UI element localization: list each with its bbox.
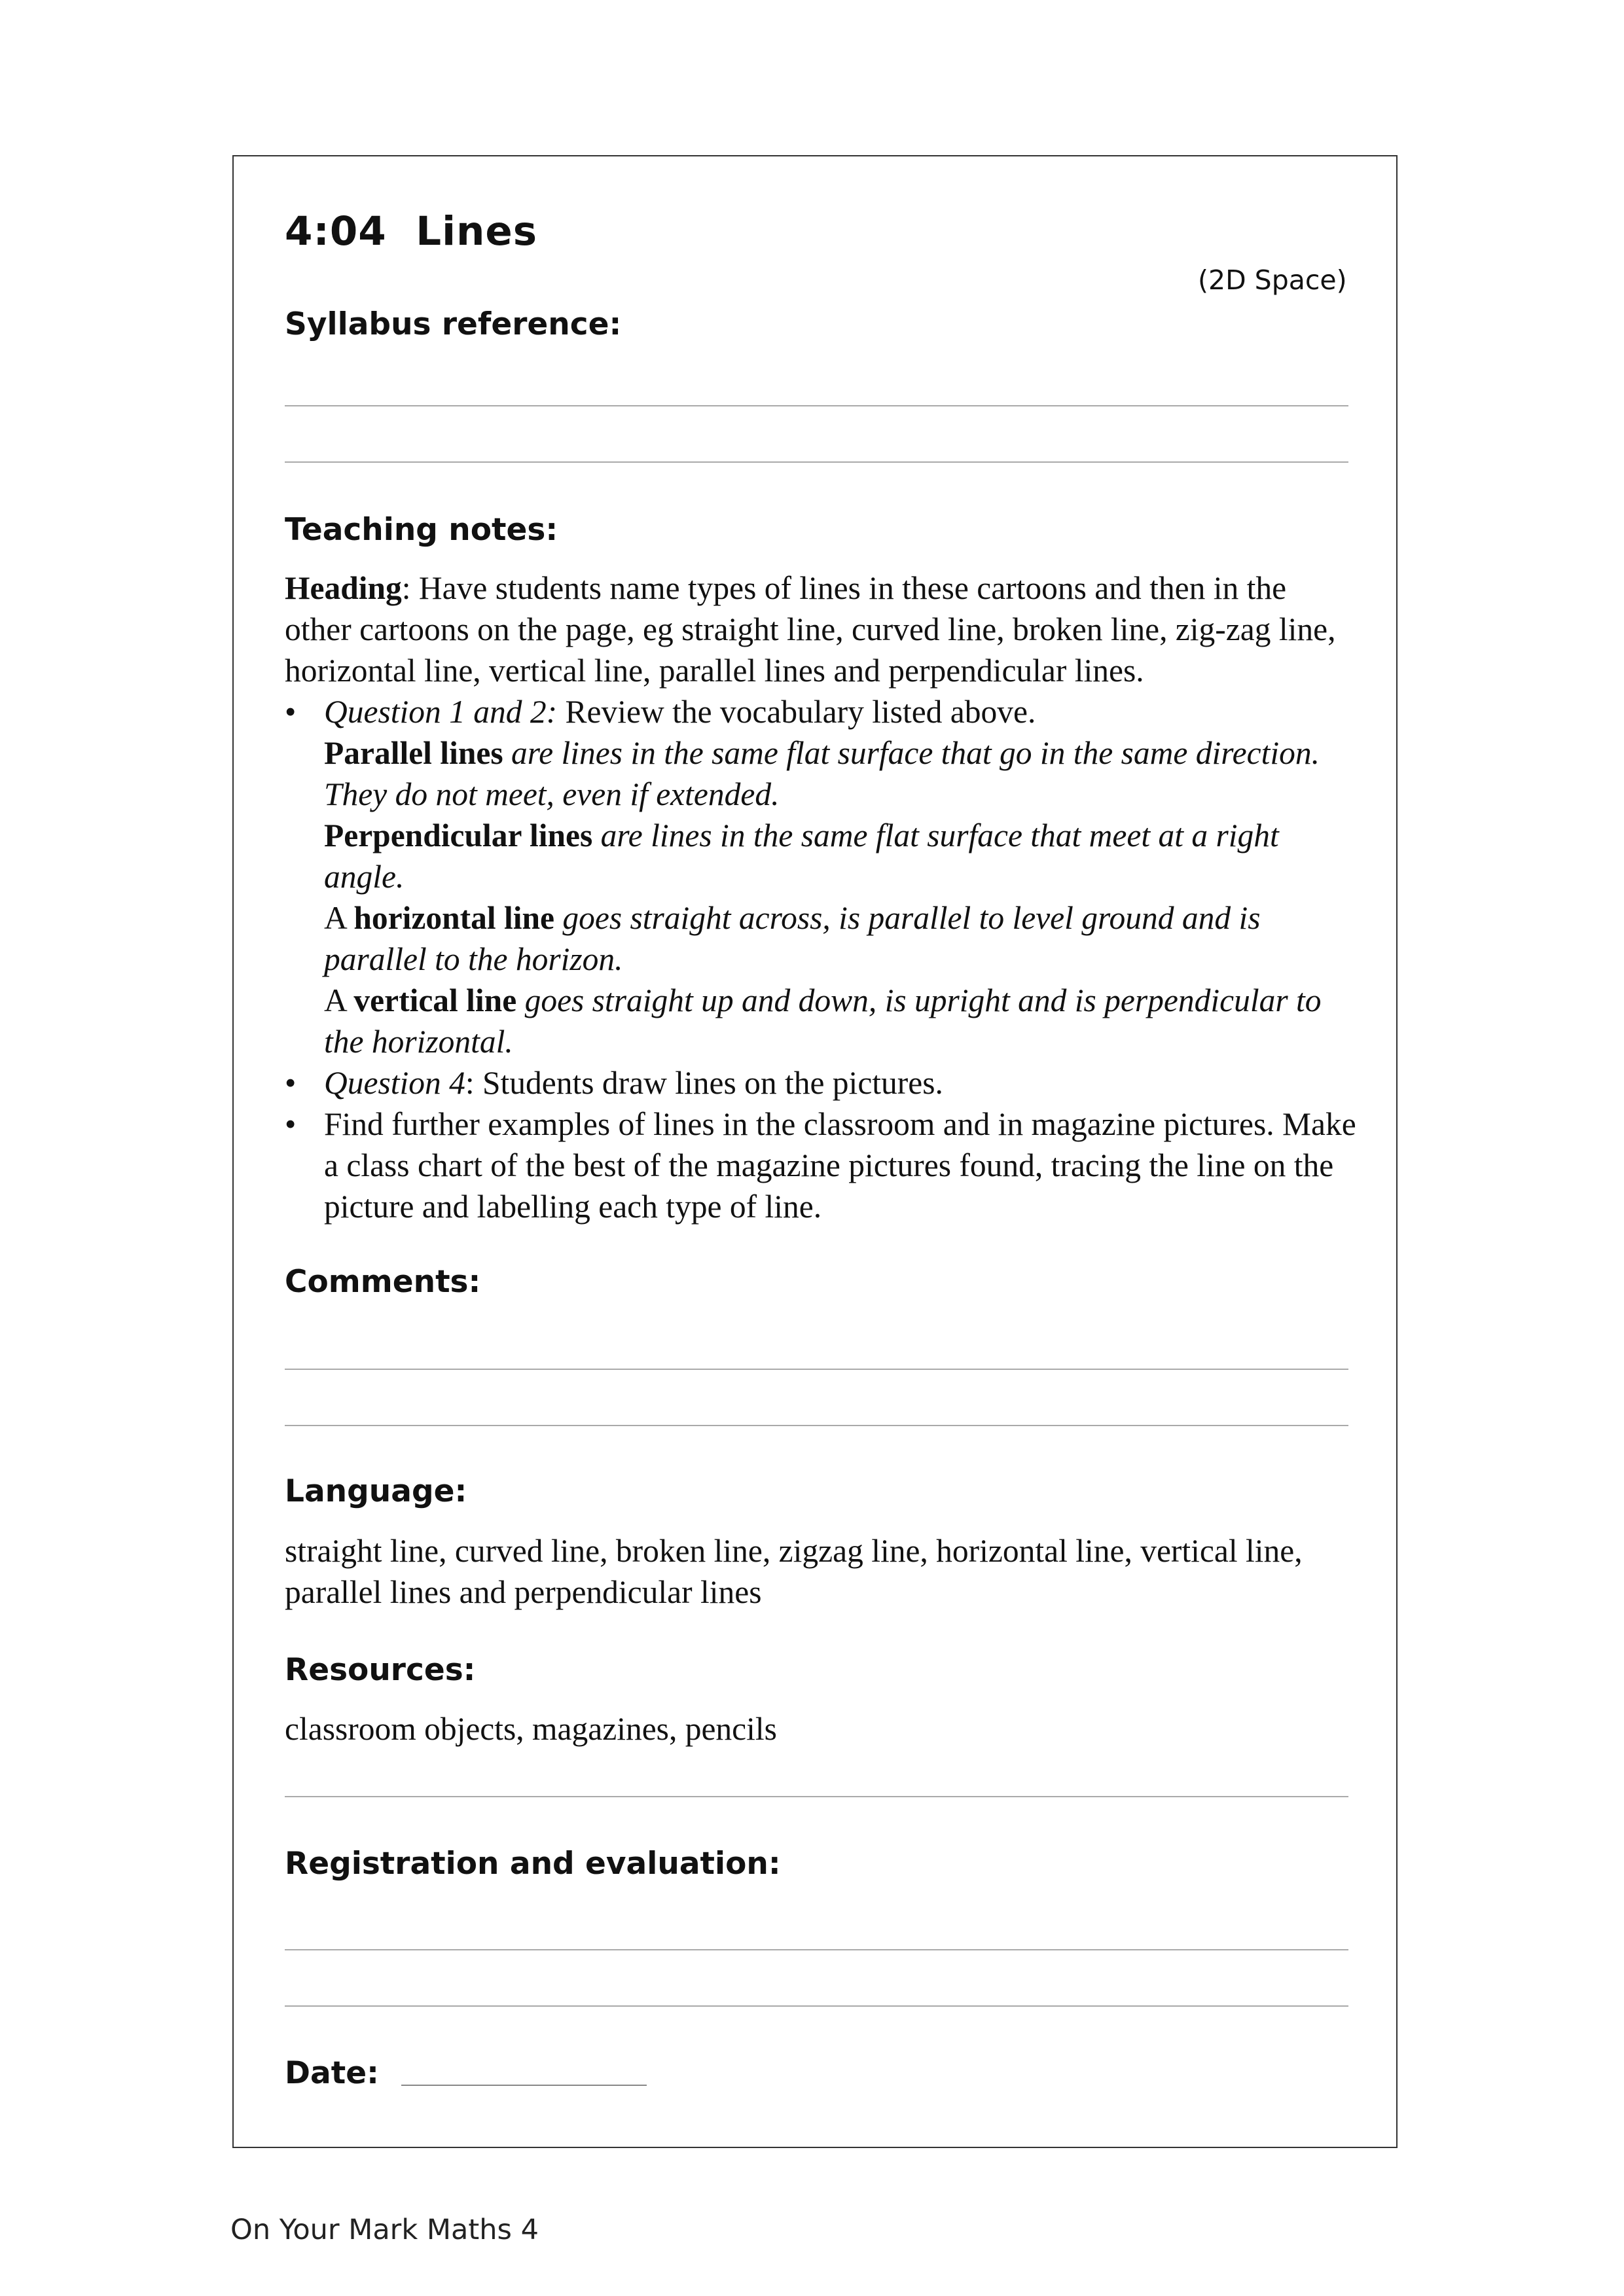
further-examples-text: Find further examples of lines in the classroom and in magazine pictures. Make a class chart of the best of the magazine pictures found, tracing the line on the picture and labelling each type of line. bbox=[324, 1106, 1356, 1225]
parallel-definition bbox=[324, 732, 1362, 815]
resources-line bbox=[285, 1796, 1348, 1797]
resources-heading: Resources: bbox=[285, 1652, 476, 1688]
registration-line-1 bbox=[285, 1949, 1348, 1950]
syllabus-line-2 bbox=[285, 461, 1348, 463]
bullet-dot: • bbox=[285, 1106, 297, 1142]
comments-line-1 bbox=[285, 1369, 1348, 1370]
question-1-2-text: Review the vocabulary listed above. bbox=[557, 694, 1036, 730]
vertical-article: A bbox=[324, 982, 354, 1018]
comments-line-2 bbox=[285, 1425, 1348, 1426]
parallel-term: Parallel lines bbox=[324, 735, 503, 771]
comments-heading: Comments: bbox=[285, 1264, 481, 1300]
perpendicular-def-text: are lines in the same flat surface that meet at a right angle. bbox=[324, 817, 1279, 895]
horizontal-def-text: goes straight across, is parallel to level ground and is parallel to the horizon. bbox=[324, 900, 1261, 977]
question-4-text: : Students draw lines on the pictures. bbox=[465, 1065, 943, 1101]
vertical-definition bbox=[324, 980, 1362, 1062]
vertical-def-text: goes straight up and down, is upright and is perpendicular to the horizontal. bbox=[324, 982, 1322, 1060]
horizontal-term: horizontal line bbox=[353, 900, 555, 936]
page-title: 4:04 Lines bbox=[285, 208, 538, 255]
heading-note-text: : Have students name types of lines in these cartoons and then in the other cartoons on the page, eg straight line, curved line, broken line, zig-zag line, horizontal line, vertical line, parallel lines and perpendicular lines. bbox=[285, 570, 1336, 689]
heading-note-label: Heading bbox=[285, 570, 402, 606]
language-heading: Language: bbox=[285, 1473, 467, 1509]
question-4-label: Question 4 bbox=[324, 1065, 465, 1101]
horizontal-article: A bbox=[324, 900, 354, 936]
registration-heading: Registration and evaluation: bbox=[285, 1846, 781, 1882]
date-label: Date: bbox=[285, 2055, 379, 2091]
teaching-notes-heading: Teaching notes: bbox=[285, 512, 558, 548]
subject-label: (2D Space) bbox=[1198, 264, 1347, 296]
horizontal-definition bbox=[324, 897, 1362, 980]
bullet-dot: • bbox=[285, 1065, 297, 1101]
vertical-term: vertical line bbox=[353, 982, 517, 1018]
language-text: straight line, curved line, broken line, zigzag line, horizontal line, vertical line, parallel lines and perpendicular lines bbox=[285, 1533, 1303, 1610]
question-1-2-label: Question 1 and 2: bbox=[324, 694, 558, 730]
perpendicular-term: Perpendicular lines bbox=[324, 817, 593, 853]
bullet-dot: • bbox=[285, 694, 297, 730]
date-field-line bbox=[401, 2085, 647, 2086]
syllabus-line-1 bbox=[285, 405, 1348, 406]
footer-book-title: On Your Mark Maths 4 bbox=[230, 2214, 539, 2246]
perpendicular-definition bbox=[324, 815, 1362, 897]
resources-text: classroom objects, magazines, pencils bbox=[285, 1711, 777, 1747]
syllabus-heading: Syllabus reference: bbox=[285, 306, 622, 342]
parallel-def-text: are lines in the same flat surface that go in the same direction. They do not meet, even if extended. bbox=[324, 735, 1320, 812]
registration-line-2 bbox=[285, 2005, 1348, 2007]
heading-note bbox=[285, 567, 1358, 691]
